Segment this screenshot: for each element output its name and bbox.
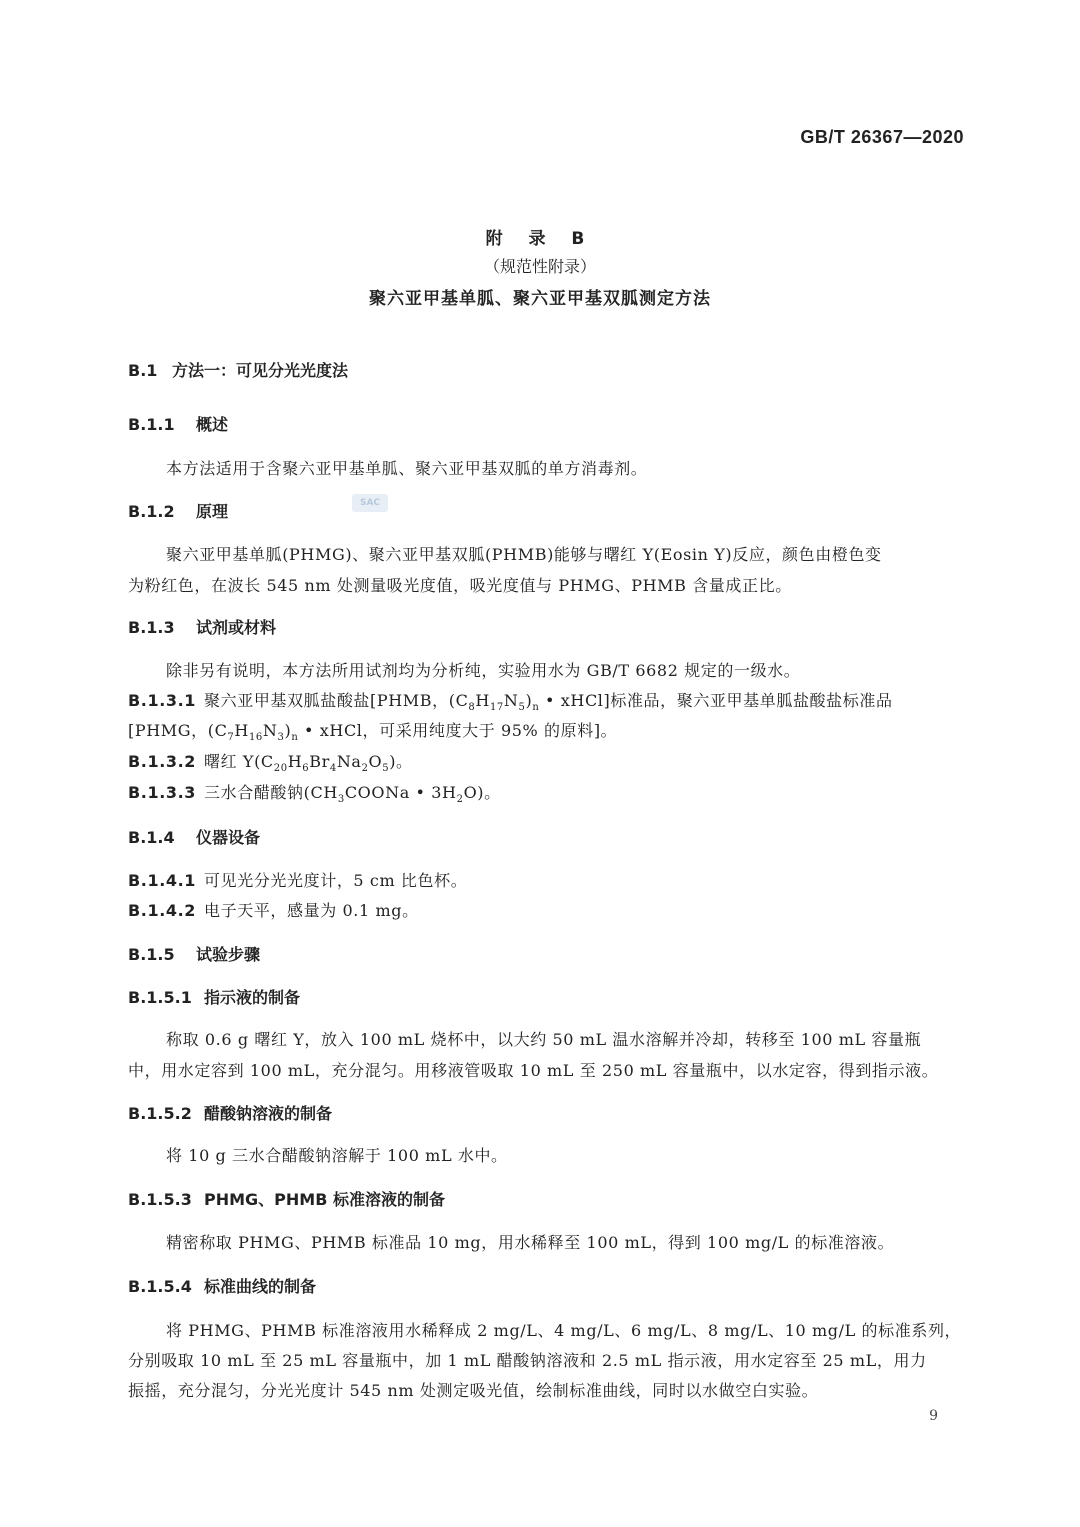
section-number: B.1.5.1: [128, 988, 192, 1007]
section-number: B.1.5: [128, 945, 175, 964]
section-heading-b11: [128, 412, 228, 435]
item-text: Br: [309, 752, 330, 771]
paragraph-b11: 本方法适用于含聚六亚甲基单胍、聚六亚甲基双胍的单方消毒剂。: [166, 459, 648, 478]
section-title: 试剂或材料: [196, 618, 277, 637]
item-text: ): [525, 691, 533, 710]
item-text: H: [475, 691, 490, 710]
subscript: n: [532, 702, 540, 714]
section-title: PHMG、PHMB 标准溶液的制备: [204, 1190, 445, 1209]
subscript: 20: [273, 763, 288, 775]
subscript: 16: [248, 732, 263, 744]
subscript: 3: [337, 794, 345, 806]
appendix-type: （规范性附录）: [483, 257, 596, 276]
section-heading-b14: [128, 825, 260, 848]
item-b142: [128, 898, 419, 921]
item-b141: [128, 868, 467, 891]
item-number: B.1.4.2: [128, 901, 197, 920]
subscript: 8: [468, 702, 476, 714]
section-number: B.1.5.3: [128, 1190, 192, 1209]
paragraph-b12-line1: 聚六亚甲基单胍(PHMG)、聚六亚甲基双胍(PHMB)能够与曙红 Y(Eosin Y)反应，颜色由橙色变: [166, 545, 882, 564]
section-number: B.1.4: [128, 828, 175, 847]
item-text: ): [284, 721, 292, 740]
section-number: B.1.2: [128, 502, 175, 521]
section-title: 概述: [196, 415, 229, 434]
item-b131-continuation: [128, 718, 617, 743]
subscript: 5: [518, 702, 526, 714]
appendix-title: 附 录 B: [485, 229, 595, 249]
appendix-name: 聚六亚甲基单胍、聚六亚甲基双胍测定方法: [369, 289, 711, 309]
watermark-logo: SAC: [352, 494, 388, 512]
section-heading-b15: [128, 942, 260, 965]
section-number: B.1.3: [128, 618, 175, 637]
section-title: 指示液的制备: [204, 988, 301, 1007]
section-number: B.1.1: [128, 415, 175, 434]
item-b132: [128, 749, 413, 774]
section-heading-b12: [128, 499, 228, 522]
item-b133: [128, 780, 501, 805]
section-heading-b154: [128, 1274, 316, 1297]
section-number: B.1.5.4: [128, 1277, 192, 1296]
paragraph-b13: 除非另有说明，本方法所用试剂均为分析纯，实验用水为 GB/T 6682 规定的一级水。: [166, 661, 801, 680]
section-heading-b1: [128, 358, 348, 381]
section-title: 原理: [196, 502, 229, 521]
subscript: 5: [382, 763, 390, 775]
section-heading-b153: [128, 1187, 445, 1210]
paragraph-b152: 将 10 g 三水合醋酸钠溶解于 100 mL 水中。: [166, 1146, 508, 1165]
section-number: B.1: [128, 361, 158, 380]
item-text: H: [287, 752, 303, 771]
subscript: 3: [277, 732, 285, 744]
paragraph-b154-line1: 将 PHMG、PHMB 标准溶液用水稀释成 2 mg/L、4 mg/L、6 mg/L、8 mg/L、10 mg/L 的标准系列，: [166, 1321, 962, 1340]
paragraph-b151-line1: 称取 0.6 g 曙红 Y，放入 100 mL 烧杯中，以大约 50 mL 温水溶解并冷却，转移至 100 mL 容量瓶: [166, 1030, 922, 1049]
section-heading-b152: [128, 1101, 332, 1124]
item-text: 三水合醋酸钠(CH: [204, 783, 338, 802]
item-text: 聚六亚甲基双胍盐酸盐[PHMB，(C: [204, 691, 469, 710]
subscript: n: [291, 732, 299, 744]
subscript: 2: [361, 763, 369, 775]
page-number: 9: [929, 1408, 938, 1424]
paragraph-b153: 精密称取 PHMG、PHMB 标准品 10 mg，用水稀释至 100 mL，得到 100 mg/L 的标准溶液。: [166, 1233, 895, 1252]
item-number: B.1.3.3: [128, 783, 197, 802]
item-text: • xHCl]标准品，聚六亚甲基单胍盐酸盐标准品: [539, 691, 893, 710]
item-text: COONa • 3H: [344, 783, 457, 802]
subscript: 2: [456, 794, 464, 806]
item-text: O)。: [463, 783, 501, 802]
item-text: 电子天平，感量为 0.1 mg。: [204, 901, 419, 920]
section-heading-b13: [128, 615, 276, 638]
subscript: 17: [489, 702, 504, 714]
paragraph-b12-line2: 为粉红色，在波长 545 nm 处测量吸光度值，吸光度值与 PHMG、PHMB 含量成正比。: [128, 576, 792, 595]
section-number: B.1.5.2: [128, 1104, 192, 1123]
paragraph-b151-line2: 中，用水定容到 100 mL，充分混匀。用移液管吸取 10 mL 至 250 mL 容量瓶中，以水定容，得到指示液。: [128, 1061, 939, 1080]
subscript: 4: [329, 763, 337, 775]
section-title: 试验步骤: [196, 945, 261, 964]
item-text: N: [503, 691, 519, 710]
section-title: 方法一：可见分光光度法: [172, 361, 349, 380]
item-text: )。: [389, 752, 413, 771]
item-text: 可见光分光光度计，5 cm 比色杯。: [204, 871, 468, 890]
item-number: B.1.4.1: [128, 871, 197, 890]
item-text: 曙红 Y(C: [204, 752, 274, 771]
item-text: • xHCl，可采用纯度大于 95% 的原料]。: [298, 721, 618, 740]
item-number: B.1.3.1: [128, 691, 197, 710]
item-text: O: [368, 752, 383, 771]
section-title: 仪器设备: [196, 828, 261, 847]
item-text: H: [234, 721, 249, 740]
item-number: B.1.3.2: [128, 752, 197, 771]
item-b131: [128, 688, 893, 713]
section-heading-b151: [128, 985, 300, 1008]
subscript: 6: [302, 763, 310, 775]
item-text: Na: [336, 752, 362, 771]
subscript: 7: [227, 732, 235, 744]
paragraph-b154-line2: 分别吸取 10 mL 至 25 mL 容量瓶中，加 1 mL 醋酸钠溶液和 2.5 mL 指示液，用水定容至 25 mL，用力: [128, 1351, 927, 1370]
standard-code: GB/T 26367—2020: [800, 127, 964, 147]
item-text: N: [262, 721, 278, 740]
section-title: 醋酸钠溶液的制备: [204, 1104, 333, 1123]
item-text: [PHMG，(C: [128, 721, 228, 740]
section-title: 标准曲线的制备: [204, 1277, 317, 1296]
paragraph-b154-line3: 振摇，充分混匀，分光光度计 545 nm 处测定吸光值，绘制标准曲线，同时以水做空白实验。: [128, 1381, 819, 1400]
